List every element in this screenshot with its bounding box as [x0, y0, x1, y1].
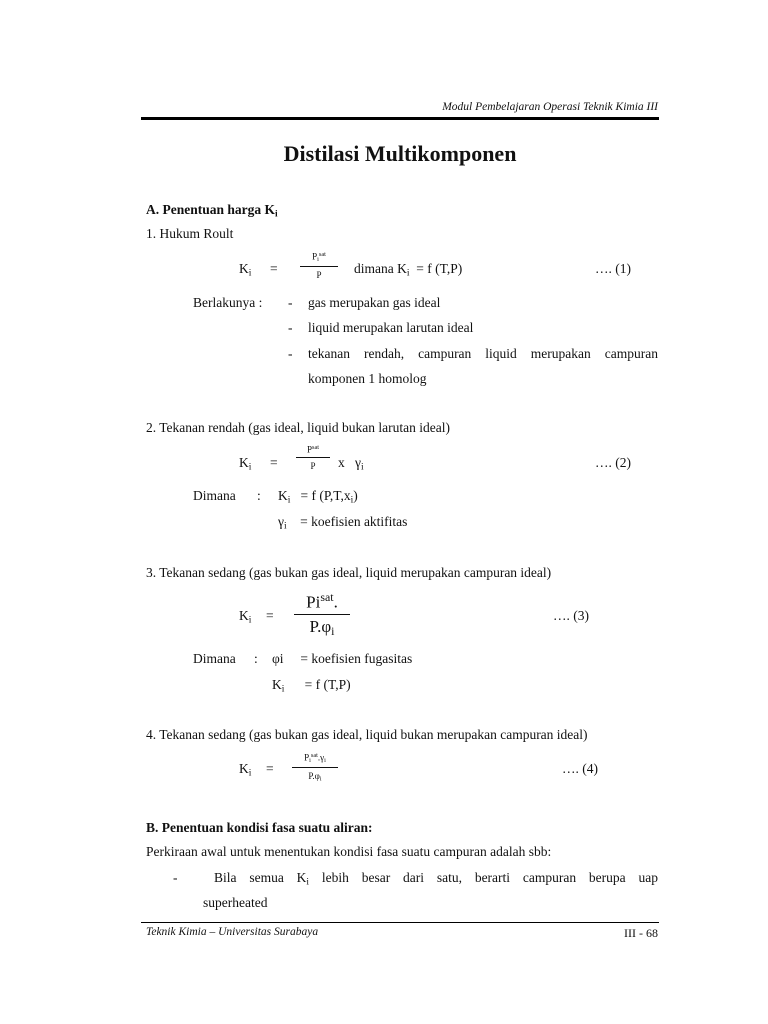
eq1-fraction-bar — [300, 266, 338, 267]
condition-dash: - — [288, 295, 293, 310]
item3-label: 3. Tekanan sedang (gas bukan gas ideal, liquid merupakan campuran ideal) — [146, 565, 552, 580]
eq4-number: …. (4) — [562, 761, 598, 776]
item4-label: 4. Tekanan sedang (gas bukan gas ideal, liquid bukan merupakan campuran ideal) — [146, 727, 588, 742]
eq3-sign: = — [266, 608, 274, 623]
eq3-fraction — [294, 592, 350, 637]
eq2-fraction-bar — [296, 457, 330, 458]
section-a-heading: A. Penentuan harga $K_i$ — [146, 202, 278, 220]
eq4-denominator: $P.\varphi_i$ — [308, 771, 322, 783]
eq4-fraction — [292, 752, 338, 783]
eq3-denominator: $P.\varphi_i$ — [309, 616, 335, 638]
header-module-title: Modul Pembelajaran Operasi Teknik Kimia III — [442, 101, 658, 113]
item1-label: 1. Hukum Roult — [146, 226, 234, 241]
eq2-times: x — [338, 455, 345, 470]
eq4-numerator: $P_i^{sat}.\gamma_i$ — [304, 752, 326, 765]
eq1-fraction — [300, 251, 338, 280]
bullet-continuation: superheated — [203, 895, 268, 910]
bullet-dash: - — [173, 870, 178, 885]
condition-item: liquid merupakan larutan ideal — [308, 320, 474, 335]
eq2-numerator: $P^{sat}$ — [306, 444, 319, 455]
eq1-sign: = — [270, 261, 278, 276]
eq1-numerator: $P_i^{sat}$ — [312, 251, 326, 264]
condition-dash: - — [288, 346, 293, 361]
eq3-def2: $K_i$ = f (T,P) — [272, 677, 351, 695]
page-title: Distilasi Multikomponen — [283, 141, 517, 166]
eq1-denominator: P — [316, 270, 322, 281]
section-b-intro: Perkiraan awal untuk menentukan kondisi fasa suatu campuran adalah sbb: — [146, 844, 552, 859]
condition-item: tekanan rendah, campuran liquid merupakan campuran — [308, 346, 658, 361]
eq2-def2: $\gamma_i$ = koefisien aktifitas — [278, 514, 408, 532]
page-number: III - 68 — [624, 926, 658, 940]
eq3-lhs: $K_i$ — [239, 608, 252, 626]
section-b-heading: B. Penentuan kondisi fasa suatu aliran: — [146, 820, 373, 835]
footer-left: Teknik Kimia – Universitas Surabaya — [146, 926, 319, 938]
eq2-gamma: $\gamma_i$ — [355, 455, 364, 473]
eq3-colon: : — [254, 651, 258, 666]
eq3-number: …. (3) — [553, 608, 589, 623]
eq2-number: …. (2) — [595, 455, 631, 470]
eq2-def1: $K_i$ = f $(P,T,x_i)$ — [278, 488, 358, 506]
eq4-lhs: $K_i$ — [239, 761, 252, 779]
eq2-sign: = — [270, 455, 278, 470]
eq1-where: dimana $K_i = f$ (T,P) — [354, 261, 463, 279]
eq3-numerator: $Pi^{sat}$. — [306, 590, 338, 612]
eq3-fraction-bar — [294, 614, 350, 615]
eq4-sign: = — [266, 761, 274, 776]
header-rule — [141, 117, 659, 120]
item2-label: 2. Tekanan rendah (gas ideal, liquid bukan larutan ideal) — [146, 420, 450, 435]
conditions-label: Berlakunya : — [193, 295, 263, 310]
condition-continuation: komponen 1 homolog — [308, 371, 427, 386]
eq2-denominator: P — [310, 461, 316, 472]
eq2-dimana: Dimana — [193, 488, 236, 503]
eq2-colon: : — [257, 488, 261, 503]
eq3-dimana: Dimana — [193, 651, 236, 666]
eq1-lhs: $K_i$ — [239, 261, 252, 279]
eq2-fraction — [296, 444, 330, 471]
eq2-lhs: $K_i$ — [239, 455, 252, 473]
condition-item: gas merupakan gas ideal — [308, 295, 441, 310]
bullet-text: Bila semua $K_i$ lebih besar dari satu, berarti campuran berupa uap — [214, 870, 658, 888]
eq4-fraction-bar — [292, 767, 338, 768]
eq1-number: …. (1) — [595, 261, 631, 276]
eq3-def1: φi = koefisien fugasitas — [272, 651, 413, 666]
footer-rule — [141, 922, 659, 923]
condition-dash: - — [288, 320, 293, 335]
